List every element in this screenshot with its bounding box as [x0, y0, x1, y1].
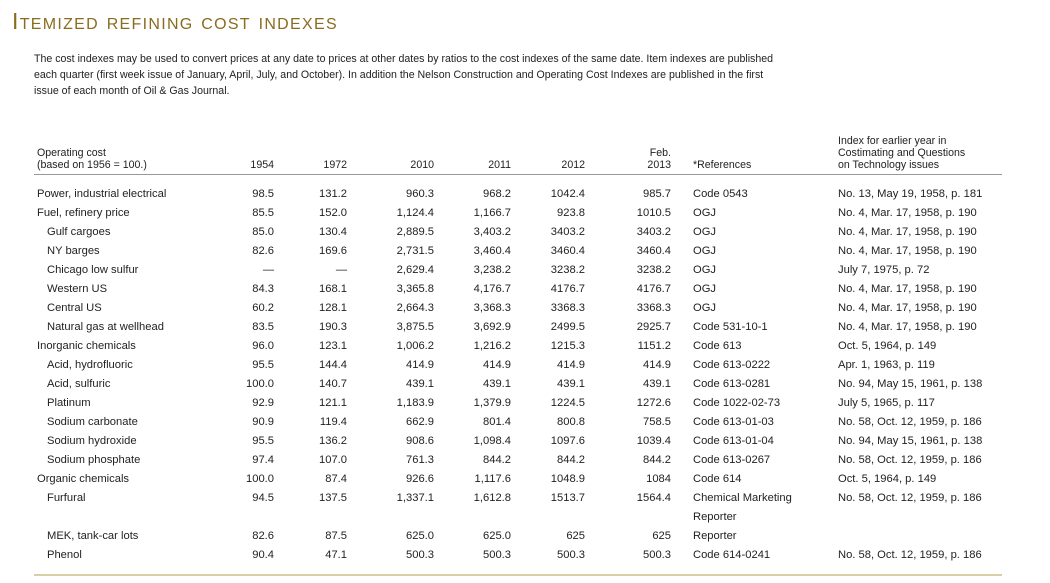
cell-2012: 3238.2: [550, 264, 585, 276]
intro-paragraph: The cost indexes may be used to convert prices at any date to prices at other dates by ratios to the cost indexes of the same date. Item indexes are published each quarter (first week issue of January, April, July, and October). In addition the Nelson Construction and Operating Cost Indexes are published in the first issue of each month of Oil & Gas Journal.: [34, 53, 774, 97]
cell-1972: 168.1: [319, 283, 347, 295]
table-row: [0, 470, 1050, 489]
cell-1954: 100.0: [246, 473, 274, 485]
header-index-line3: on Technology issues: [838, 159, 940, 171]
cell-1972: 87.5: [325, 530, 347, 542]
cell-1954: 95.5: [252, 435, 274, 447]
cell-index-issue: No. 94, May 15, 1961, p. 138: [838, 435, 983, 447]
header-index-line2: Costimating and Questions: [838, 147, 966, 159]
cell-1954: 92.9: [252, 397, 274, 409]
cell-feb-2013: 1039.4: [636, 435, 671, 447]
cell-1972: 121.1: [319, 397, 347, 409]
cell-2011: 1,166.7: [473, 207, 511, 219]
header-divider: [34, 174, 1002, 175]
cell-index-issue: Apr. 1, 1963, p. 119: [838, 359, 935, 371]
cell-reference: Chemical Marketing: [693, 492, 792, 504]
cell-index-issue: No. 4, Mar. 17, 1958, p. 190: [838, 302, 977, 314]
cell-2011: 1,379.9: [473, 397, 511, 409]
cell-1954: 82.6: [252, 530, 274, 542]
page-title: Itemized refining cost indexes: [12, 8, 338, 34]
cell-2010: 625.0: [406, 530, 434, 542]
cell-feb-2013: 3368.3: [636, 302, 671, 314]
cell-feb-2013: 1084: [646, 473, 671, 485]
cell-2010: 500.3: [406, 549, 434, 561]
row-label: Central US: [47, 302, 102, 314]
table-row: [0, 394, 1050, 413]
cell-2011: 1,117.6: [474, 473, 511, 485]
cell-reference: Code 613-01-04: [693, 435, 774, 447]
cell-reference: OGJ: [693, 264, 716, 276]
row-label: Natural gas at wellhead: [47, 321, 164, 333]
row-label: Sodium carbonate: [47, 416, 138, 428]
cell-index-issue: No. 58, Oct. 12, 1959, p. 186: [838, 416, 982, 428]
table-row: [0, 318, 1050, 337]
cell-feb-2013: 1272.6: [636, 397, 671, 409]
cell-1972: 130.4: [319, 226, 347, 238]
cell-1972: 128.1: [319, 302, 347, 314]
row-label: Sodium hydroxide: [47, 435, 137, 447]
cell-2012: 3460.4: [550, 245, 585, 257]
cell-reference: Reporter: [693, 511, 737, 523]
cell-2012: 439.1: [557, 378, 585, 390]
cell-index-issue: No. 4, Mar. 17, 1958, p. 190: [838, 226, 977, 238]
cell-2012: 3403.2: [550, 226, 585, 238]
cell-1972: 107.0: [319, 454, 347, 466]
cell-2010: 1,006.2: [396, 340, 434, 352]
cell-feb-2013: 500.3: [643, 549, 671, 561]
table-row: [0, 337, 1050, 356]
cell-1972: 190.3: [319, 321, 347, 333]
cell-2012: 800.8: [557, 416, 585, 428]
cell-1954: 83.5: [252, 321, 274, 333]
cell-index-issue: No. 4, Mar. 17, 1958, p. 190: [838, 245, 977, 257]
table-row: [0, 204, 1050, 223]
header-2010: 2010: [410, 159, 434, 171]
cell-feb-2013: 1564.4: [636, 492, 671, 504]
table-row: [0, 223, 1050, 242]
row-label: Western US: [47, 283, 108, 295]
cell-1954: 85.5: [252, 207, 274, 219]
cell-feb-2013: 3460.4: [636, 245, 671, 257]
cell-2012: 3368.3: [550, 302, 585, 314]
cell-1954: 82.6: [252, 245, 274, 257]
cell-2011: 3,460.4: [473, 245, 511, 257]
cell-1972: —: [335, 264, 347, 276]
cell-2010: 908.6: [406, 435, 434, 447]
row-label: Organic chemicals: [37, 473, 130, 485]
cell-1954: 100.0: [246, 378, 274, 390]
row-label: NY barges: [47, 245, 100, 257]
cell-1954: 96.0: [252, 340, 274, 352]
header-feb-line1: Feb.: [649, 147, 671, 159]
cell-2012: 1097.6: [550, 435, 585, 447]
cell-1954: 90.4: [252, 549, 274, 561]
cell-reference: OGJ: [693, 207, 716, 219]
cell-1954: 95.5: [252, 359, 274, 371]
table-row: [0, 413, 1050, 432]
cell-1954: 85.0: [252, 226, 274, 238]
cell-1972: 136.2: [319, 435, 347, 447]
cell-1972: 169.6: [319, 245, 347, 257]
cell-reference: Code 614-0241: [693, 549, 771, 561]
cell-index-issue: No. 58, Oct. 12, 1959, p. 186: [838, 549, 982, 561]
cell-2011: 414.9: [483, 359, 511, 371]
cell-1972: 47.1: [325, 549, 347, 561]
cell-feb-2013: 4176.7: [636, 283, 671, 295]
cell-reference: OGJ: [693, 302, 716, 314]
cell-reference: OGJ: [693, 283, 716, 295]
row-label: MEK, tank-car lots: [47, 530, 139, 542]
cell-1972: 137.5: [319, 492, 347, 504]
cell-2012: 625: [566, 530, 585, 542]
header-operating-line2: (based on 1956 = 100.): [37, 159, 147, 171]
cell-feb-2013: 2925.7: [636, 321, 671, 333]
cell-reference: Code 613-0222: [693, 359, 771, 371]
header-index-line1: Index for earlier year in: [838, 135, 947, 147]
header-index-earlier-year: [838, 135, 965, 171]
cell-index-issue: No. 13, May 19, 1958, p. 181: [838, 188, 983, 200]
cell-index-issue: July 5, 1965, p. 117: [838, 397, 935, 409]
cell-2011: 3,238.2: [473, 264, 511, 276]
cell-2012: 1042.4: [550, 188, 585, 200]
cell-feb-2013: 3238.2: [636, 264, 671, 276]
cell-2010: 3,875.5: [396, 321, 434, 333]
cell-1954: 94.5: [252, 492, 274, 504]
cell-2011: 4,176.7: [473, 283, 511, 295]
cell-2010: 439.1: [406, 378, 434, 390]
table-row: [0, 508, 1050, 527]
cell-2012: 4176.7: [550, 283, 585, 295]
cell-2011: 3,368.3: [473, 302, 511, 314]
table-row: [0, 451, 1050, 470]
cell-2012: 844.2: [557, 454, 585, 466]
row-label: Fuel, refinery price: [37, 207, 130, 219]
table-row: [0, 546, 1050, 565]
cell-feb-2013: 414.9: [643, 359, 671, 371]
cell-2010: 662.9: [406, 416, 434, 428]
cell-2010: 414.9: [406, 359, 434, 371]
cell-index-issue: No. 4, Mar. 17, 1958, p. 190: [838, 321, 977, 333]
cell-feb-2013: 3403.2: [636, 226, 671, 238]
cell-2011: 844.2: [483, 454, 511, 466]
table-row: [0, 375, 1050, 394]
cell-2010: 2,889.5: [396, 226, 434, 238]
cell-1954: 98.5: [252, 188, 274, 200]
header-operating-cost: [37, 147, 147, 171]
header-1972: 1972: [323, 159, 347, 171]
cell-index-issue: No. 58, Oct. 12, 1959, p. 186: [838, 492, 982, 504]
cell-feb-2013: 1010.5: [636, 207, 671, 219]
cell-index-issue: No. 4, Mar. 17, 1958, p. 190: [838, 207, 977, 219]
cell-reference: Code 613: [693, 340, 742, 352]
cell-1972: 123.1: [319, 340, 347, 352]
cell-1972: 140.7: [319, 378, 347, 390]
header-feb-line2: 2013: [647, 159, 671, 171]
cell-reference: OGJ: [693, 245, 716, 257]
cell-1954: 84.3: [252, 283, 274, 295]
row-label: Chicago low sulfur: [47, 264, 139, 276]
cell-reference: Code 1022-02-73: [693, 397, 781, 409]
cell-index-issue: No. 58, Oct. 12, 1959, p. 186: [838, 454, 982, 466]
cell-2010: 3,365.8: [396, 283, 434, 295]
table-row: [0, 527, 1050, 546]
row-label: Power, industrial electrical: [37, 188, 167, 200]
header-2012: 2012: [561, 159, 585, 171]
cell-2010: 926.6: [406, 473, 434, 485]
row-label: Furfural: [47, 492, 86, 504]
cell-1972: 119.4: [319, 416, 347, 428]
row-label: Phenol: [47, 549, 82, 561]
cell-2010: 1,124.4: [396, 207, 434, 219]
cell-feb-2013: 758.5: [643, 416, 671, 428]
cell-feb-2013: 985.7: [643, 188, 671, 200]
cell-2010: 1,183.9: [396, 397, 434, 409]
cell-index-issue: No. 94, May 15, 1961, p. 138: [838, 378, 983, 390]
cell-2011: 1,216.2: [473, 340, 511, 352]
cell-1972: 131.2: [319, 188, 347, 200]
cell-reference: Code 613-01-03: [693, 416, 774, 428]
cell-2010: 2,629.4: [396, 264, 434, 276]
cell-2012: 923.8: [557, 207, 585, 219]
cell-2012: 414.9: [557, 359, 585, 371]
cell-index-issue: Oct. 5, 1964, p. 149: [838, 340, 937, 352]
cell-reference: Code 0543: [693, 188, 748, 200]
header-references: *References: [693, 159, 752, 171]
cell-reference: Code 613-0281: [693, 378, 771, 390]
table-row: [0, 356, 1050, 375]
row-label: Acid, hydrofluoric: [47, 359, 133, 371]
cell-2012: 1215.3: [550, 340, 585, 352]
cell-1954: —: [262, 264, 274, 276]
row-label: Platinum: [47, 397, 91, 409]
cell-2011: 500.3: [483, 549, 511, 561]
cell-2011: 1,612.8: [473, 492, 511, 504]
cell-feb-2013: 844.2: [643, 454, 671, 466]
header-feb-2013: [620, 147, 671, 171]
cell-index-issue: No. 4, Mar. 17, 1958, p. 190: [838, 283, 977, 295]
header-1954: 1954: [250, 159, 274, 171]
cell-2012: 1513.7: [550, 492, 585, 504]
cell-index-issue: Oct. 5, 1964, p. 149: [838, 473, 937, 485]
cell-2012: 500.3: [557, 549, 585, 561]
cell-2010: 960.3: [406, 188, 434, 200]
cell-reference: OGJ: [693, 226, 716, 238]
table-row: [0, 280, 1050, 299]
cell-1972: 144.4: [319, 359, 347, 371]
cell-2011: 439.1: [483, 378, 511, 390]
table-row: [0, 489, 1050, 508]
cell-1972: 87.4: [325, 473, 347, 485]
row-label: Gulf cargoes: [47, 226, 111, 238]
cell-2011: 801.4: [483, 416, 511, 428]
cell-1972: 152.0: [319, 207, 347, 219]
cell-feb-2013: 439.1: [643, 378, 671, 390]
header-operating-line1: Operating cost: [37, 147, 106, 159]
cell-2011: 1,098.4: [473, 435, 511, 447]
cell-reference: Code 613-0267: [693, 454, 771, 466]
cell-2011: 968.2: [483, 188, 511, 200]
cell-2011: 3,403.2: [473, 226, 511, 238]
cell-2012: 1224.5: [550, 397, 585, 409]
bottom-divider: [34, 574, 1002, 576]
cell-reference: Reporter: [693, 530, 737, 542]
cell-reference: Code 614: [693, 473, 742, 485]
cell-1954: 60.2: [252, 302, 274, 314]
cell-2010: 1,337.1: [396, 492, 434, 504]
row-label: Sodium phosphate: [47, 454, 141, 466]
row-label: Inorganic chemicals: [37, 340, 136, 352]
table-row: [0, 242, 1050, 261]
cell-1954: 97.4: [252, 454, 274, 466]
cell-2010: 2,731.5: [396, 245, 434, 257]
cell-feb-2013: 1151.2: [637, 340, 671, 352]
row-label: Acid, sulfuric: [47, 378, 111, 390]
cell-1954: 90.9: [252, 416, 274, 428]
cell-2011: 3,692.9: [473, 321, 511, 333]
cell-2011: 625.0: [483, 530, 511, 542]
cell-reference: Code 531-10-1: [693, 321, 768, 333]
table-row: [0, 185, 1050, 204]
table-row: [0, 261, 1050, 280]
header-2011: 2011: [488, 159, 511, 171]
cell-2012: 2499.5: [550, 321, 585, 333]
cell-index-issue: July 7, 1975, p. 72: [838, 264, 930, 276]
cell-feb-2013: 625: [652, 530, 671, 542]
table-row: [0, 432, 1050, 451]
cell-2010: 2,664.3: [396, 302, 434, 314]
cell-2012: 1048.9: [550, 473, 585, 485]
table-row: [0, 299, 1050, 318]
cell-2010: 761.3: [406, 454, 434, 466]
